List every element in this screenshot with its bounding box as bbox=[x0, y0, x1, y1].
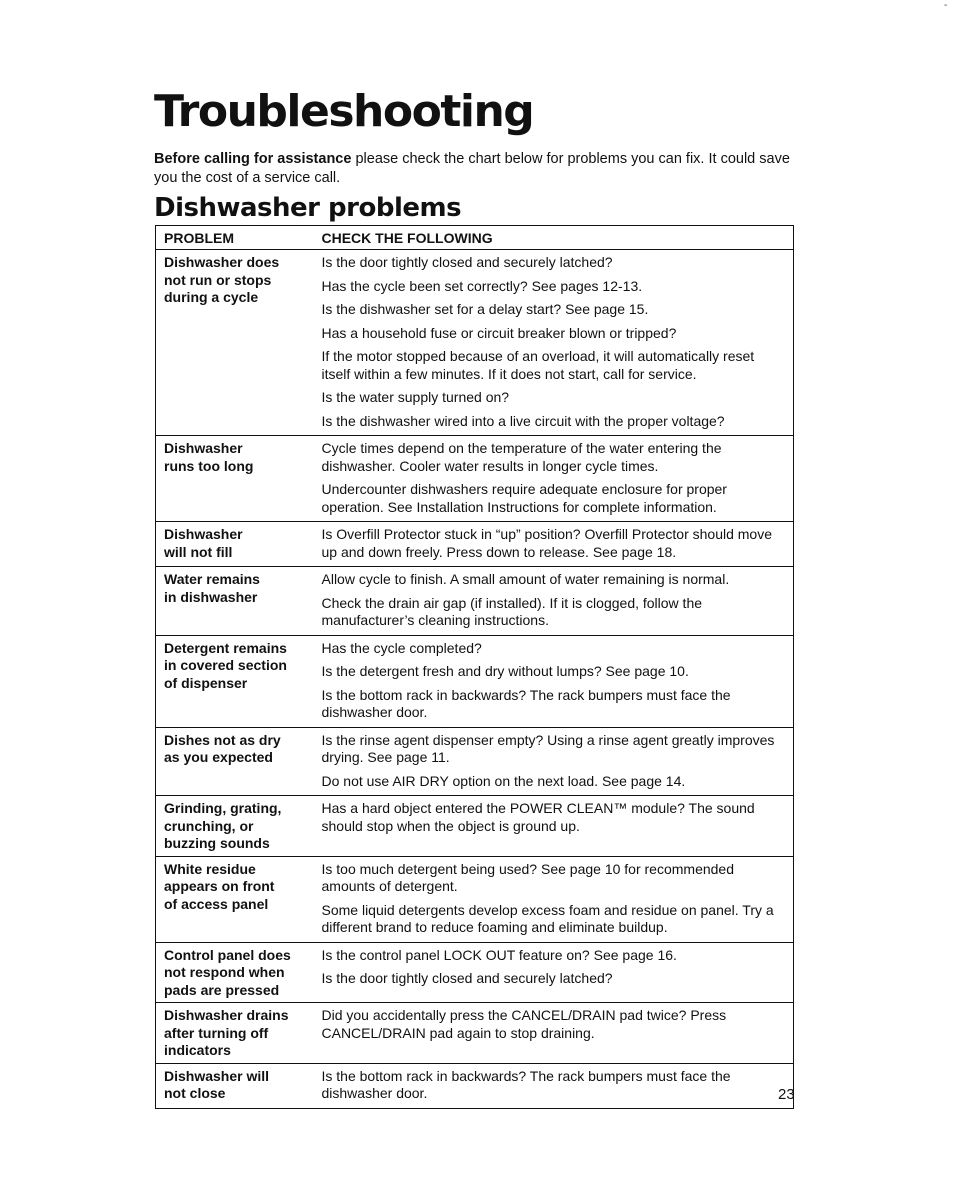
check-item: Some liquid detergents develop excess foam and residue on panel. Try a different brand to reduce foaming and eliminate buildup. bbox=[321, 901, 774, 935]
page-number: 23 bbox=[778, 1086, 795, 1103]
check-item: Is the door tightly closed and securely latched? bbox=[321, 254, 613, 270]
check-item: Do not use AIR DRY option on the next load. See page 14. bbox=[321, 772, 686, 789]
check-item: Is the control panel LOCK OUT feature on? See page 16. bbox=[321, 946, 677, 963]
check-cell bbox=[314, 942, 794, 1003]
table-row bbox=[156, 856, 794, 942]
problem-cell: Dishwasher drains after turning off indicators bbox=[156, 1003, 314, 1064]
table-row bbox=[156, 522, 794, 567]
check-item: Is the dishwasher wired into a live circuit with the proper voltage? bbox=[321, 412, 725, 429]
check-item: Is the detergent fresh and dry without lumps? See page 10. bbox=[321, 663, 689, 679]
table-row bbox=[156, 635, 794, 727]
check-item: Is Overfill Protector stuck in “up” position? Overfill Protector should move up and down freely. Press down to release. See page 18. bbox=[321, 526, 773, 560]
table-body bbox=[156, 250, 794, 1109]
check-item: Is the dishwasher set for a delay start? See page 15. bbox=[321, 301, 649, 317]
table-row bbox=[156, 436, 794, 522]
problem-cell: White residue appears on front of access panel bbox=[156, 856, 314, 942]
check-cell bbox=[314, 522, 794, 567]
intro-bold-lead: Before calling for assistance bbox=[154, 151, 352, 167]
problem-cell: Dishwasher runs too long bbox=[156, 436, 314, 522]
check-item: Has a household fuse or circuit breaker blown or tripped? bbox=[321, 324, 677, 341]
check-cell bbox=[314, 635, 794, 727]
check-cell bbox=[314, 567, 794, 636]
check-item: Is the rinse agent dispenser empty? Using a rinse agent greatly improves drying. See page 11. bbox=[321, 731, 775, 765]
check-cell bbox=[314, 250, 794, 436]
check-item: Has the cycle completed? bbox=[321, 639, 482, 656]
problem-cell: Dishwasher does not run or stops during a cycle bbox=[156, 250, 314, 436]
check-item: Did you accidentally press the CANCEL/DRAIN pad twice? Press CANCEL/DRAIN pad again to stop draining. bbox=[321, 1007, 727, 1041]
check-cell bbox=[314, 796, 794, 857]
check-item: Has the cycle been set correctly? See pages 12-13. bbox=[321, 277, 643, 294]
problem-cell: Dishwasher will not close bbox=[156, 1063, 314, 1108]
check-item: Is the bottom rack in backwards? The rack bumpers must face the dishwasher door. bbox=[321, 1067, 731, 1101]
check-item: Is the bottom rack in backwards? The rack bumpers must face the dishwasher door. bbox=[321, 686, 731, 720]
scan-mark: - bbox=[944, 0, 948, 11]
table-row bbox=[156, 1063, 794, 1108]
check-cell bbox=[314, 727, 794, 796]
table-row bbox=[156, 567, 794, 636]
intro-paragraph bbox=[154, 150, 804, 188]
check-cell bbox=[314, 1003, 794, 1064]
check-item: Undercounter dishwashers require adequate enclosure for proper operation. See Installation Instructions for complete information. bbox=[321, 481, 727, 515]
problem-cell: Control panel does not respond when pads are pressed bbox=[156, 942, 314, 1003]
column-header-problem: PROBLEM bbox=[156, 226, 314, 250]
table-row bbox=[156, 727, 794, 796]
column-header-check: CHECK THE FOLLOWING bbox=[314, 226, 794, 250]
table-row bbox=[156, 796, 794, 857]
problem-cell: Detergent remains in covered section of dispenser bbox=[156, 635, 314, 727]
table-header-row bbox=[156, 226, 794, 250]
problem-cell: Dishes not as dry as you expected bbox=[156, 727, 314, 796]
check-item: Is the water supply turned on? bbox=[321, 389, 510, 405]
table-row bbox=[156, 942, 794, 1003]
check-item: Check the drain air gap (if installed). If it is clogged, follow the manufacturer’s cleaning instructions. bbox=[321, 594, 703, 628]
check-cell bbox=[314, 856, 794, 942]
check-item: If the motor stopped because of an overload, it will automatically reset itself within a few minutes. If it does not start, call for service. bbox=[321, 348, 755, 382]
check-item: Allow cycle to finish. A small amount of water remaining is normal. bbox=[321, 571, 730, 587]
troubleshooting-table bbox=[155, 225, 794, 1109]
table-row bbox=[156, 1003, 794, 1064]
check-item: Cycle times depend on the temperature of the water entering the dishwasher. Cooler water results in longer cycle times. bbox=[321, 440, 722, 474]
check-cell bbox=[314, 1063, 794, 1108]
check-item: Has a hard object entered the POWER CLEAN™ module? The sound should stop when the object is ground up. bbox=[321, 800, 755, 834]
check-cell bbox=[314, 436, 794, 522]
intro-text: please check the chart below for problems you can fix. It could save you the cost of a service call. bbox=[154, 151, 790, 186]
problem-cell: Water remains in dishwasher bbox=[156, 567, 314, 636]
check-item: Is too much detergent being used? See page 10 for recommended amounts of detergent. bbox=[321, 860, 734, 894]
problem-cell: Grinding, grating, crunching, or buzzing sounds bbox=[156, 796, 314, 857]
check-item: Is the door tightly closed and securely latched? bbox=[321, 970, 613, 986]
section-title: Dishwasher problems bbox=[154, 193, 462, 223]
problem-cell: Dishwasher will not fill bbox=[156, 522, 314, 567]
page-title: Troubleshooting bbox=[154, 86, 534, 137]
table-row bbox=[156, 250, 794, 436]
